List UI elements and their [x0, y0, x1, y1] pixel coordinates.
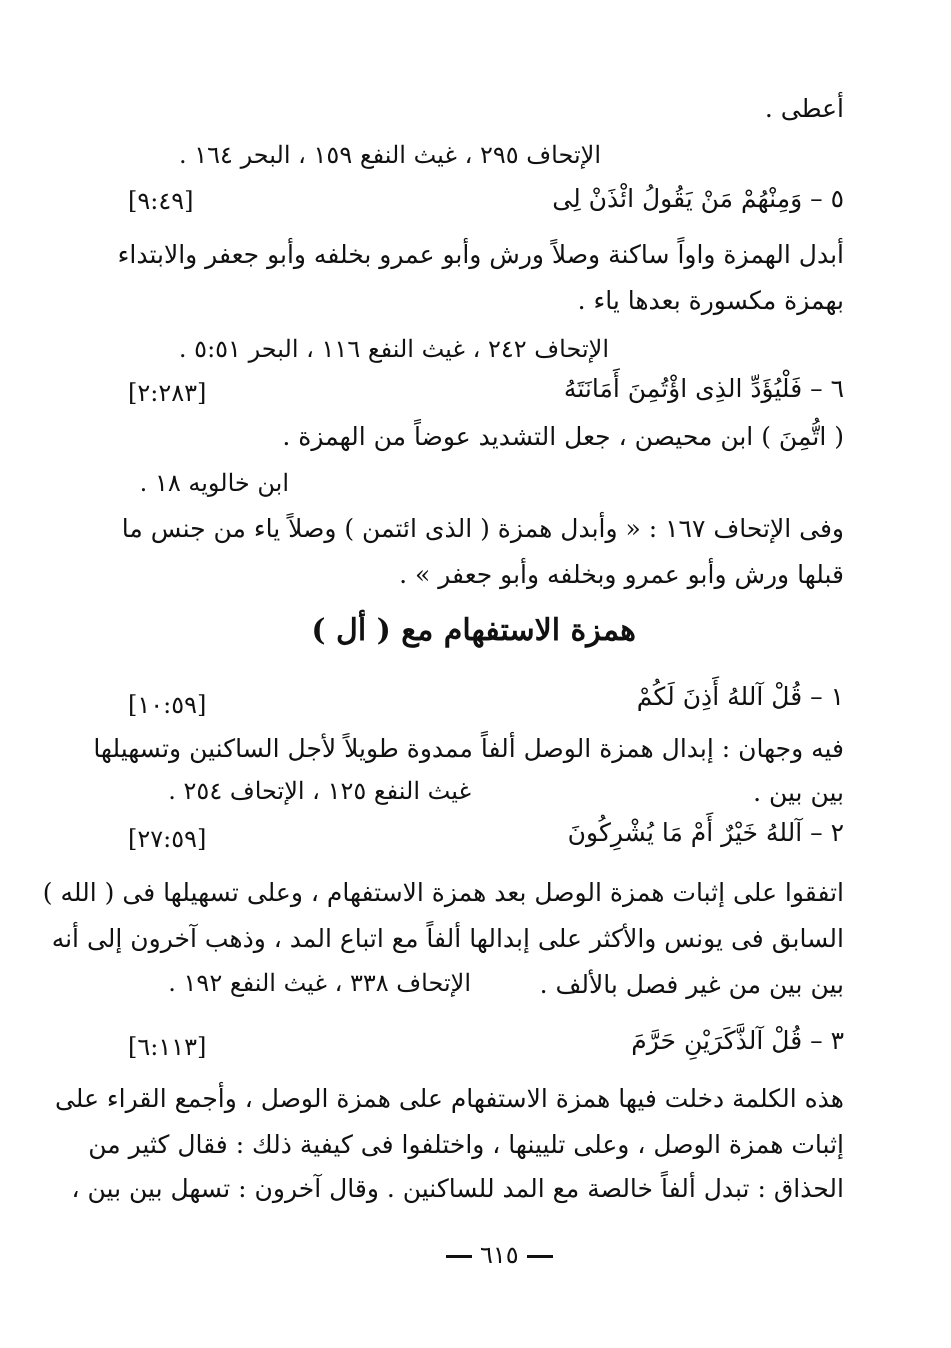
- citation-line: الإتحاف ٢٤٢ ، غيث النفع ١١٦ ، البحر ٥:٥١ .: [178, 335, 609, 363]
- verse-reference: [٩:٤٩]: [128, 187, 194, 215]
- section-heading: همزة الاستفهام مع ( أل ): [311, 613, 636, 648]
- page-number-value: ٦١٥: [480, 1241, 519, 1269]
- text-line: أبدل الهمزة واواً ساكنة وصلاً ورش وأبو عمرو بخلفه وأبو جعفر والابتداء: [117, 240, 844, 269]
- dash-left: [446, 1255, 472, 1258]
- verse-line: ٦ – فَلْيُؤَدِّ الذِى اؤْتُمِنَ أَمَانَتَهُ: [563, 374, 844, 403]
- text-line: قبلها ورش وأبو عمرو وبخلفه وأبو جعفر » .: [399, 560, 844, 589]
- citation-line: الإتحاف ٢٩٥ ، غيث النفع ١٥٩ ، البحر ١٦٤ .: [179, 141, 601, 169]
- text-line: أعطى .: [764, 94, 844, 123]
- text-line: وفى الإتحاف ١٦٧ : « وأبدل همزة ( الذى ائتمن ) وصلاً ياء من جنس ما: [121, 514, 844, 543]
- text-line: السابق فى يونس والأكثر على إبدالها ألفاً مع اتباع المد ، وذهب آخرون إلى أنه: [51, 924, 844, 953]
- verse-line: ٥ – وَمِنْهُمْ مَنْ يَقُولُ ائْذَنْ لِى: [552, 184, 844, 213]
- text-line: بين بين من غير فصل بالألف .: [539, 970, 844, 999]
- text-line: هذه الكلمة دخلت فيها همزة الاستفهام على همزة الوصل ، وأجمع القراء على: [54, 1084, 844, 1113]
- dash-right: [527, 1255, 553, 1258]
- citation-line: غيث النفع ١٢٥ ، الإتحاف ٢٥٤ .: [168, 777, 471, 805]
- text-line: إثبات همزة الوصل ، وعلى تليينها ، واختلفوا فى كيفية ذلك : فقال كثير من: [88, 1130, 844, 1159]
- citation-line: ابن خالويه ١٨ .: [139, 469, 289, 497]
- page-number: [438, 1238, 561, 1272]
- text-line: بين بين .: [753, 778, 844, 807]
- verse-reference: [٢:٢٨٣]: [128, 379, 207, 407]
- text-line: الحذاق : تبدل ألفاً خالصة مع المد للساكنين . وقال آخرون : تسهل بين بين ،: [71, 1174, 844, 1203]
- text-line: فيه وجهان : إبدال همزة الوصل ألفاً ممدوة طويلاً لأجل الساكنين وتسهيلها: [93, 734, 844, 763]
- text-line: ( اتُّمِنَ ) ابن محيصن ، جعل التشديد عوضاً من الهمزة .: [282, 422, 844, 451]
- citation-line: الإتحاف ٣٣٨ ، غيث النفع ١٩٢ .: [168, 969, 471, 997]
- verse-reference: [٦:١١٣]: [128, 1033, 207, 1061]
- verse-line: ٢ – آللهُ خَيْرٌ أَمْ مَا يُشْرِكُونَ: [567, 818, 844, 847]
- verse-reference: [١٠:٥٩]: [128, 691, 207, 719]
- verse-line: ١ – قُلْ آللهُ أَذِنَ لَكُمْ: [636, 682, 844, 711]
- text-line: بهمزة مكسورة بعدها ياء .: [577, 286, 844, 315]
- verse-reference: [٢٧:٥٩]: [128, 825, 207, 853]
- verse-line: ٣ – قُلْ آلذَّكَرَيْنِ حَرَّمَ: [631, 1026, 844, 1055]
- text-line: اتفقوا على إثبات همزة الوصل بعد همزة الاستفهام ، وعلى تسهيلها فى ( الله ): [42, 878, 844, 907]
